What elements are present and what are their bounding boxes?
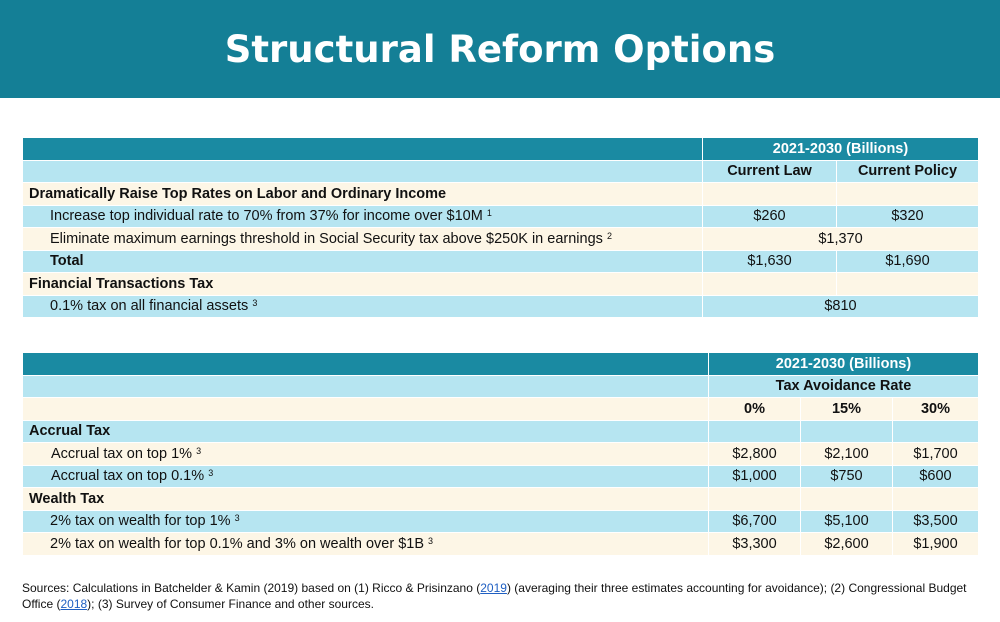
rate-0: 0%	[709, 398, 801, 421]
cell-value: $2,800	[709, 443, 801, 466]
table-row	[23, 228, 979, 251]
row-label: 0.1% tax on all financial assets $^3$	[23, 295, 703, 318]
cell-merged-value: $810	[703, 295, 979, 318]
table2-avoidance-header-row	[23, 375, 979, 398]
table2-header-row	[23, 353, 979, 376]
table-row	[23, 533, 979, 556]
section-row-wealth	[23, 488, 979, 511]
cell-value: $1,000	[709, 465, 801, 488]
table1-column-header-row	[23, 160, 979, 183]
table2-period-header: 2021-2030 (Billions)	[709, 353, 979, 376]
source-link-2018[interactable]: 2018	[60, 597, 88, 611]
col-current-policy: Current Policy	[837, 160, 979, 183]
cell-current-policy: $320	[837, 205, 979, 228]
sources-note: Sources: Calculations in Batchelder & Kamin (2019) based on (1) Ricco & Prisinzano (2019) (averaging their three estimates accounting for avoidance); (2) Congressional Budget Office (2018); (3) Survey of Consumer Finance and other sources.	[22, 581, 967, 611]
table-row	[23, 443, 979, 466]
section-row-ftt	[23, 273, 979, 296]
page-title: Structural Reform Options	[224, 27, 776, 71]
row-label: 2% tax on wealth for top 1% $^3$	[23, 510, 709, 533]
title-banner	[0, 0, 1000, 98]
cell-value: $6,700	[709, 510, 801, 533]
row-label: Increase top individual rate to 70% from 37% for income over $10M $^1$	[23, 205, 703, 228]
table-row	[23, 205, 979, 228]
cell-value: $3,500	[893, 510, 979, 533]
cell-value: $750	[801, 465, 893, 488]
table1-header-row	[23, 138, 979, 161]
cell-value: $5,100	[801, 510, 893, 533]
cell-merged-value: $1,370	[703, 228, 979, 251]
cell-value: $2,600	[801, 533, 893, 556]
source-link-2019[interactable]: 2019	[480, 581, 507, 595]
cell-current-law: $260	[703, 205, 837, 228]
rate-30: 30%	[893, 398, 979, 421]
table1-header-blank	[23, 138, 703, 161]
footnote-marker: 3	[428, 535, 434, 546]
cell-current-law: $1,630	[703, 250, 837, 273]
section-row-accrual	[23, 420, 979, 443]
footnote-marker: 3	[196, 445, 202, 456]
table-row-total	[23, 250, 979, 273]
footnote-marker: 2	[606, 230, 612, 241]
table2-rates-row	[23, 398, 979, 421]
footnote-marker: 3	[208, 468, 214, 479]
footnote-marker: 3	[234, 513, 240, 524]
section-row-labor	[23, 183, 979, 206]
section-label-accrual: Accrual Tax	[23, 420, 709, 443]
section-label-ftt: Financial Transactions Tax	[23, 273, 703, 296]
table1-period-header: 2021-2030 (Billions)	[703, 138, 979, 161]
reform-table-accrual-wealth	[22, 352, 979, 556]
row-label: Eliminate maximum earnings threshold in Social Security tax above $250K in earnings $^2$	[23, 228, 703, 251]
row-label: 2% tax on wealth for top 0.1% and 3% on wealth over $1B $^3$	[23, 533, 709, 556]
table-row	[23, 465, 979, 488]
cell-current-policy: $1,690	[837, 250, 979, 273]
section-label-wealth: Wealth Tax	[23, 488, 709, 511]
cell-value: $2,100	[801, 443, 893, 466]
cell-value: $3,300	[709, 533, 801, 556]
row-label: Accrual tax on top 1% $^3$	[23, 443, 709, 466]
cell-value: $1,700	[893, 443, 979, 466]
reform-table-labor-ftt	[22, 137, 979, 318]
cell-value: $1,900	[893, 533, 979, 556]
col-current-law: Current Law	[703, 160, 837, 183]
footnote-marker: 3	[252, 298, 258, 309]
section-label-labor: Dramatically Raise Top Rates on Labor and Ordinary Income	[23, 183, 703, 206]
footnote-marker: 1	[486, 208, 492, 219]
row-label-total: Total	[23, 250, 703, 273]
avoidance-rate-header: Tax Avoidance Rate	[709, 375, 979, 398]
row-label: Accrual tax on top 0.1% $^3$	[23, 465, 709, 488]
cell-value: $600	[893, 465, 979, 488]
table-row	[23, 295, 979, 318]
rate-15: 15%	[801, 398, 893, 421]
table-row	[23, 510, 979, 533]
